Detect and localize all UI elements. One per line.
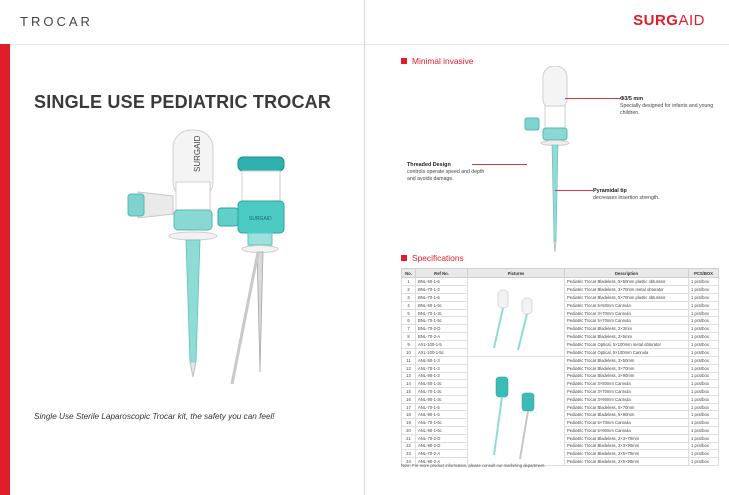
- footnote: Note: For more product information, please consult our marketing department.: [401, 463, 546, 468]
- table-row: [402, 357, 719, 365]
- cell-pcs: 1 pcs/box: [689, 434, 719, 442]
- brand-part1: SURG: [633, 12, 679, 29]
- cell-pcs: 1 pcs/box: [689, 419, 719, 427]
- tagline: Single Use Sterile Laparoscopic Trocar kit, the safety you can feel!: [34, 412, 275, 421]
- specifications-table: [401, 268, 719, 466]
- cell-no: 16: [402, 395, 416, 403]
- cell-pcs: 1 pcs/box: [689, 333, 719, 341]
- cell-no: 15: [402, 388, 416, 396]
- trocar-hero-image: [78, 122, 318, 392]
- cell-no: 11: [402, 357, 416, 365]
- cell-ref: ANL-70-1-5: [416, 403, 468, 411]
- cell-description: Pediatric Trocar 5×50mm Cannula: [565, 301, 689, 309]
- device-logo: SURGAID: [193, 135, 202, 172]
- cell-no: 10: [402, 349, 416, 357]
- cell-no: 23: [402, 450, 416, 458]
- table-product-thumbnail: [468, 357, 564, 465]
- teal-trocar-illustration: [218, 157, 284, 384]
- cell-description: Pediatric Trocar 3×70mm Cannula: [565, 309, 689, 317]
- cell-ref: ANL-90-2-D: [416, 442, 468, 450]
- cell-no: 2: [402, 285, 416, 293]
- cell-ref: ANL-50-1-3: [416, 357, 468, 365]
- cell-pcs: 1 pcs/box: [689, 349, 719, 357]
- cell-ref: BNL-50-1-5: [416, 278, 468, 286]
- cell-ref: ANL-70-2-A: [416, 450, 468, 458]
- cell-description: Pediatric Trocar 3×50mm Cannula: [565, 380, 689, 388]
- cell-description: Pediatric Trocar 3×70mm Cannula: [565, 388, 689, 396]
- cell-description: Pediatric Trocar Bladeless, 2×3×70mm: [565, 434, 689, 442]
- callout-size: [620, 96, 715, 117]
- cell-pcs: 1 pcs/box: [689, 341, 719, 349]
- section-heading-minimal-text: Minimal invasive: [412, 56, 474, 66]
- cell-no: 9: [402, 341, 416, 349]
- cell-ref: BNL-70-1-3: [416, 285, 468, 293]
- cell-no: 5: [402, 309, 416, 317]
- cell-pcs: 1 pcs/box: [689, 309, 719, 317]
- cell-description: Pediatric Trocar 5×70mm Cannula: [565, 419, 689, 427]
- cell-description: Pediatric Trocar Optical, 5×100mm metal obturator: [565, 341, 689, 349]
- heading-square-icon: [401, 58, 407, 64]
- cell-description: Pediatric Trocar Bladeless, 3×70mm: [565, 364, 689, 372]
- callout-size-text: Specially designed for infants and young children.: [620, 103, 714, 117]
- cell-description: Pediatric Trocar Bladeless, 2×5×70mm: [565, 450, 689, 458]
- white-trocar-illustration: [128, 130, 217, 377]
- cell-pcs: 1 pcs/box: [689, 317, 719, 325]
- product-illustration: [515, 66, 595, 256]
- cell-no: 12: [402, 364, 416, 372]
- heading-square-icon: [401, 255, 407, 261]
- left-page: [0, 0, 364, 495]
- cell-description: Pediatric Trocar Bladeless, 2×3mm: [565, 325, 689, 333]
- cell-pcs: 1 pcs/box: [689, 450, 719, 458]
- cell-pcs: 1 pcs/box: [689, 403, 719, 411]
- table-body: [402, 278, 719, 466]
- cell-no: 20: [402, 427, 416, 435]
- cell-ref: ANL-50-1-3c: [416, 380, 468, 388]
- cell-description: Pediatric Trocar 3×90mm Cannula: [565, 395, 689, 403]
- cell-description: Pediatric Trocar Bladeless, 2×5×90mm: [565, 458, 689, 466]
- cell-ref: ANL-70-1-3c: [416, 388, 468, 396]
- cell-description: Pediatric Trocar Bladeless, 5×90mm: [565, 411, 689, 419]
- leader-tip: [555, 190, 593, 191]
- cell-pcs: 1 pcs/box: [689, 388, 719, 396]
- section-label: TROCAR: [20, 14, 93, 29]
- cell-pcs: 1 pcs/box: [689, 293, 719, 301]
- cell-ref: ANL-90-1-3c: [416, 395, 468, 403]
- cell-ref: ANL-70-1-3: [416, 364, 468, 372]
- cell-ref: BNL-70-1-5: [416, 293, 468, 301]
- cell-ref: BNL-70-2-D: [416, 325, 468, 333]
- cell-no: 1: [402, 278, 416, 286]
- cell-description: Pediatric Trocar Bladeless, 3×50mm: [565, 357, 689, 365]
- cell-description: Pediatric Trocar Bladeless, 2×3×90mm: [565, 442, 689, 450]
- cell-no: 7: [402, 325, 416, 333]
- cell-pcs: 1 pcs/box: [689, 325, 719, 333]
- right-page: [365, 0, 729, 495]
- cell-pcs: 1 pcs/box: [689, 458, 719, 466]
- section-heading-specs: [401, 253, 464, 263]
- cell-ref: BNL-70-2-A: [416, 333, 468, 341]
- cell-no: 14: [402, 380, 416, 388]
- header-pcs: PCS/BOX: [689, 269, 719, 278]
- cell-pcs: 1 pcs/box: [689, 395, 719, 403]
- leader-thread: [472, 164, 527, 165]
- leader-size: [565, 98, 620, 99]
- cell-pictures: [468, 278, 565, 357]
- section-heading-minimal: [401, 56, 473, 66]
- callout-thread-text: controls operate speed and depth and avoids damage.: [407, 169, 485, 183]
- cell-ref: ANL-90-2-A: [416, 458, 468, 466]
- cell-description: Pediatric Trocar Bladeless, 5×70mm: [565, 403, 689, 411]
- top-divider: [0, 44, 364, 45]
- callout-thread: [407, 162, 485, 183]
- cell-no: 4: [402, 301, 416, 309]
- cell-no: 17: [402, 403, 416, 411]
- cell-description: Pediatric Trocar Bladeless, 5×50mm plastic obturator: [565, 278, 689, 286]
- cell-pcs: 1 pcs/box: [689, 278, 719, 286]
- cell-ref: ANL-70-2-D: [416, 434, 468, 442]
- section-heading-specs-text: Specifications: [412, 253, 464, 263]
- cell-description: Pediatric Trocar Bladeless, 3×90mm: [565, 372, 689, 380]
- callout-tip: [593, 188, 703, 202]
- cell-pcs: 1 pcs/box: [689, 372, 719, 380]
- cell-no: 24: [402, 458, 416, 466]
- cell-description: Pediatric Trocar Bladeless, 3×70mm metal obturator: [565, 285, 689, 293]
- cell-ref: ANL-90-1-5c: [416, 427, 468, 435]
- cell-pcs: 1 pcs/box: [689, 442, 719, 450]
- table-header-row: [402, 269, 719, 278]
- cell-pictures: [468, 357, 565, 466]
- cell-description: Pediatric Trocar Bladeless, 2×5mm: [565, 333, 689, 341]
- cell-no: 13: [402, 372, 416, 380]
- cell-pcs: 1 pcs/box: [689, 357, 719, 365]
- brand-logo: [633, 12, 705, 29]
- cell-pcs: 1 pcs/box: [689, 364, 719, 372]
- cell-ref: BNL-50-1-5c: [416, 301, 468, 309]
- cell-pcs: 1 pcs/box: [689, 427, 719, 435]
- cell-ref: ANL-70-1-5c: [416, 419, 468, 427]
- cell-pcs: 1 pcs/box: [689, 411, 719, 419]
- header-pictures: Pictures: [468, 269, 565, 278]
- page-title: SINGLE USE PEDIATRIC TROCAR: [34, 92, 332, 112]
- cell-no: 8: [402, 333, 416, 341]
- cell-ref: BNL-70-1-5c: [416, 317, 468, 325]
- table-product-thumbnail: [468, 278, 564, 356]
- cell-ref: BNL-70-1-3c: [416, 309, 468, 317]
- cell-no: 3: [402, 293, 416, 301]
- cell-pcs: 1 pcs/box: [689, 285, 719, 293]
- brand-part2: AID: [678, 12, 705, 29]
- cell-no: 6: [402, 317, 416, 325]
- cell-no: 18: [402, 411, 416, 419]
- header-no: No.: [402, 269, 416, 278]
- cell-description: Pediatric Trocar 5×90mm Cannula: [565, 427, 689, 435]
- cell-ref: ANL-90-1-3: [416, 372, 468, 380]
- cell-ref: ANL-90-1-5: [416, 411, 468, 419]
- cell-description: Pediatric Trocar 5×70mm Cannula: [565, 317, 689, 325]
- table-row: [402, 278, 719, 286]
- cell-ref: AXL-100-1-5c: [416, 349, 468, 357]
- device-logo-small: SURGAID: [249, 216, 272, 222]
- cell-pcs: 1 pcs/box: [689, 301, 719, 309]
- cell-no: 22: [402, 442, 416, 450]
- header-description: Description: [565, 269, 689, 278]
- callout-thread-title: Threaded Design: [407, 162, 451, 168]
- callout-size-title: Φ3/5 mm: [620, 96, 644, 102]
- cell-no: 19: [402, 419, 416, 427]
- header-ref: Ref No.: [416, 269, 468, 278]
- cell-no: 21: [402, 434, 416, 442]
- callout-tip-text: decreases insertion strength.: [593, 195, 660, 202]
- cell-description: Pediatric Trocar Bladeless, 5×70mm plastic obturator: [565, 293, 689, 301]
- cell-pcs: 1 pcs/box: [689, 380, 719, 388]
- red-accent-bar: [0, 44, 10, 495]
- top-divider-right: [365, 44, 729, 45]
- cell-ref: AXL-100-1-5: [416, 341, 468, 349]
- callout-tip-title: Pyramidal tip: [593, 188, 627, 194]
- cell-description: Pediatric Trocar Optical, 5×100mm Cannula: [565, 349, 689, 357]
